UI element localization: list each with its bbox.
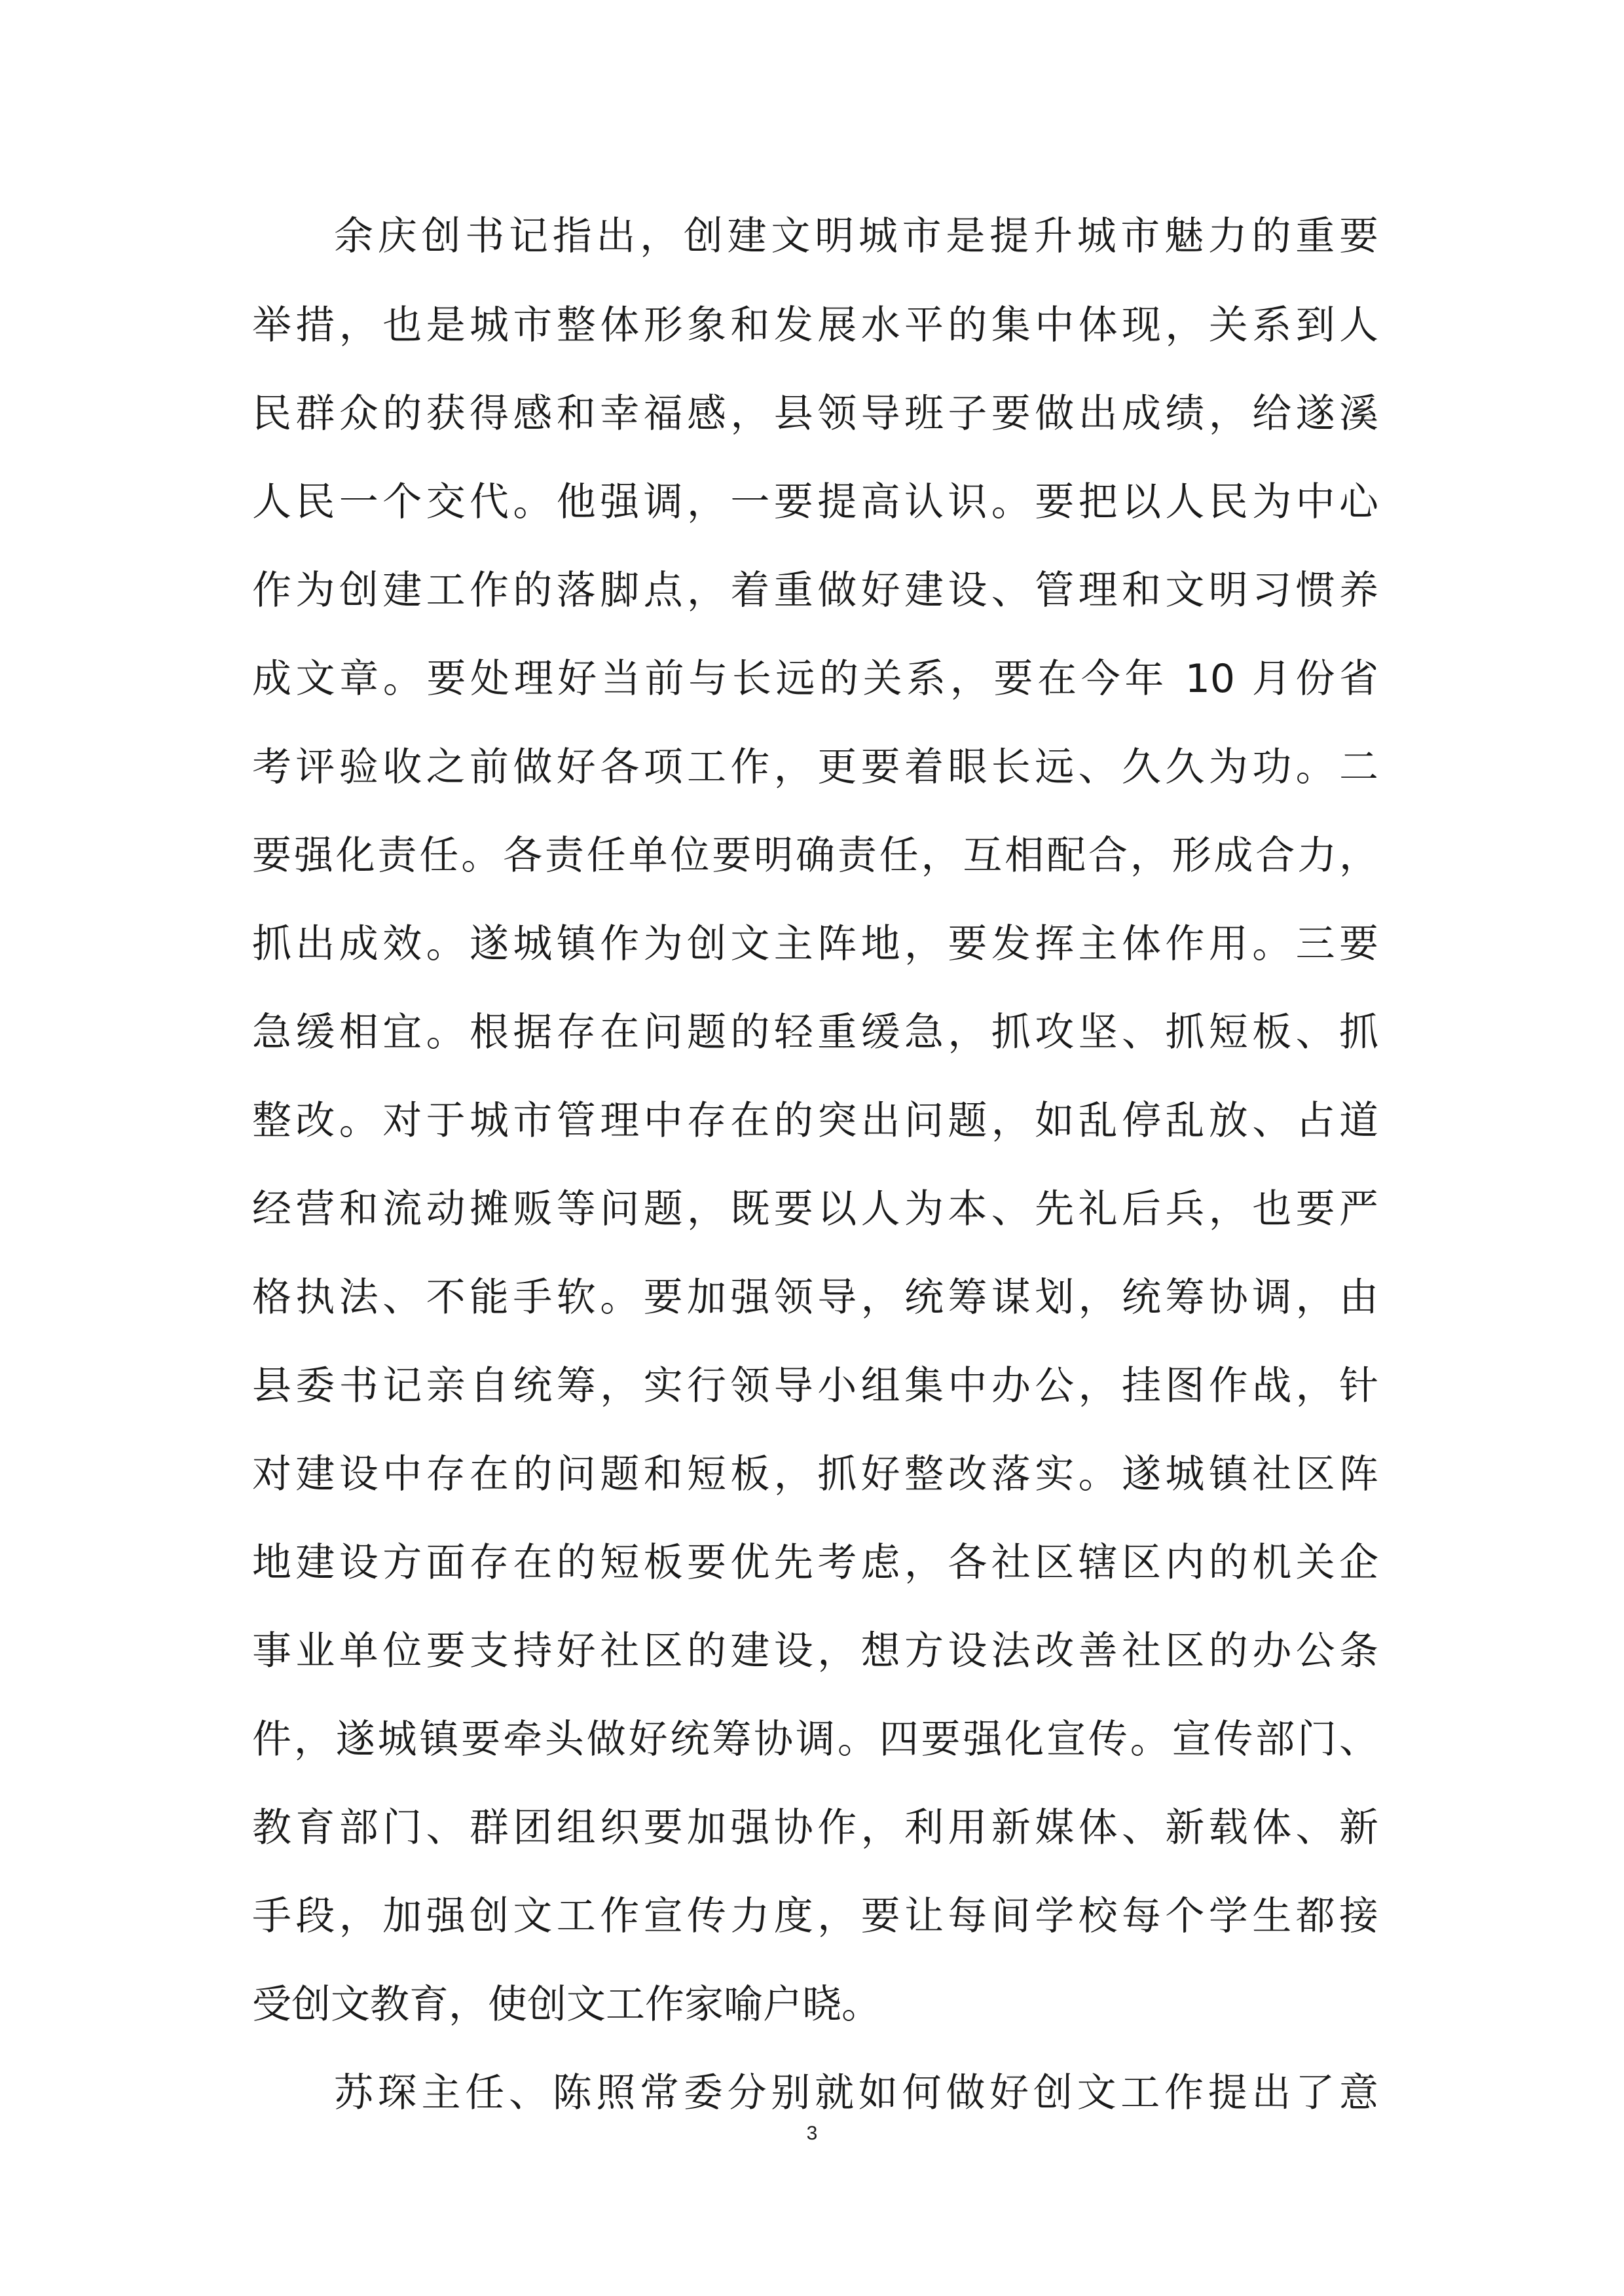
paragraph-line: 格执法、不能手软。要加强领导，统筹谋划，统筹协调，由 xyxy=(252,1275,1378,1321)
paragraph-line: 件，遂城镇要牵头做好统筹协调。四要强化宣传。宣传部门、 xyxy=(252,1717,1378,1762)
paragraph-line: 举措，也是城市整体形象和发展水平的集中体现，关系到人 xyxy=(252,302,1378,348)
paragraph-line: 教育部门、群团组织要加强协作，利用新媒体、新载体、新 xyxy=(252,1805,1378,1851)
paragraph-line: 余庆创书记指出，创建文明城市是提升城市魅力的重要 xyxy=(334,213,1378,259)
page-number: 3 xyxy=(806,2123,818,2144)
paragraph-line: 人民一个交代。他强调，一要提高认识。要把以人民为中心 xyxy=(252,479,1378,525)
paragraph-line: 抓出成效。遂城镇作为创文主阵地，要发挥主体作用。三要 xyxy=(252,921,1378,967)
paragraph-line: 要强化责任。各责任单位要明确责任，互相配合，形成合力， xyxy=(252,833,1378,879)
paragraph-line: 苏琛主任、陈照常委分别就如何做好创文工作提出了意 xyxy=(334,2070,1378,2116)
paragraph-line: 成文章。要处理好当前与长远的关系，要在今年 10 月份省 xyxy=(252,656,1378,702)
paragraph-line: 考评验收之前做好各项工作，更要着眼长远、久久为功。二 xyxy=(252,744,1378,790)
paragraph-line: 民群众的获得感和幸福感，县领导班子要做出成绩，给遂溪 xyxy=(252,391,1378,437)
paragraph-line: 对建设中存在的问题和短板，抓好整改落实。遂城镇社区阵 xyxy=(252,1451,1378,1497)
paragraph-line: 地建设方面存在的短板要优先考虑，各社区辖区内的机关企 xyxy=(252,1540,1378,1586)
paragraph-line: 事业单位要支持好社区的建设，想方设法改善社区的办公条 xyxy=(252,1628,1378,1674)
paragraph-line: 急缓相宜。根据存在问题的轻重缓急，抓攻坚、抓短板、抓 xyxy=(252,1010,1378,1055)
paragraph-line: 手段，加强创文工作宣传力度，要让每间学校每个学生都接 xyxy=(252,1893,1378,1939)
paragraph-line: 经营和流动摊贩等问题，既要以人为本、先礼后兵，也要严 xyxy=(252,1186,1378,1232)
paragraph-line: 整改。对于城市管理中存在的突出问题，如乱停乱放、占道 xyxy=(252,1098,1378,1144)
paragraph-line: 作为创建工作的落脚点，着重做好建设、管理和文明习惯养 xyxy=(252,568,1378,613)
paragraph-line: 县委书记亲自统筹，实行领导小组集中办公，挂图作战，针 xyxy=(252,1363,1378,1409)
paragraph-line: 受创文教育，使创文工作家喻户晓。 xyxy=(252,1982,881,2028)
